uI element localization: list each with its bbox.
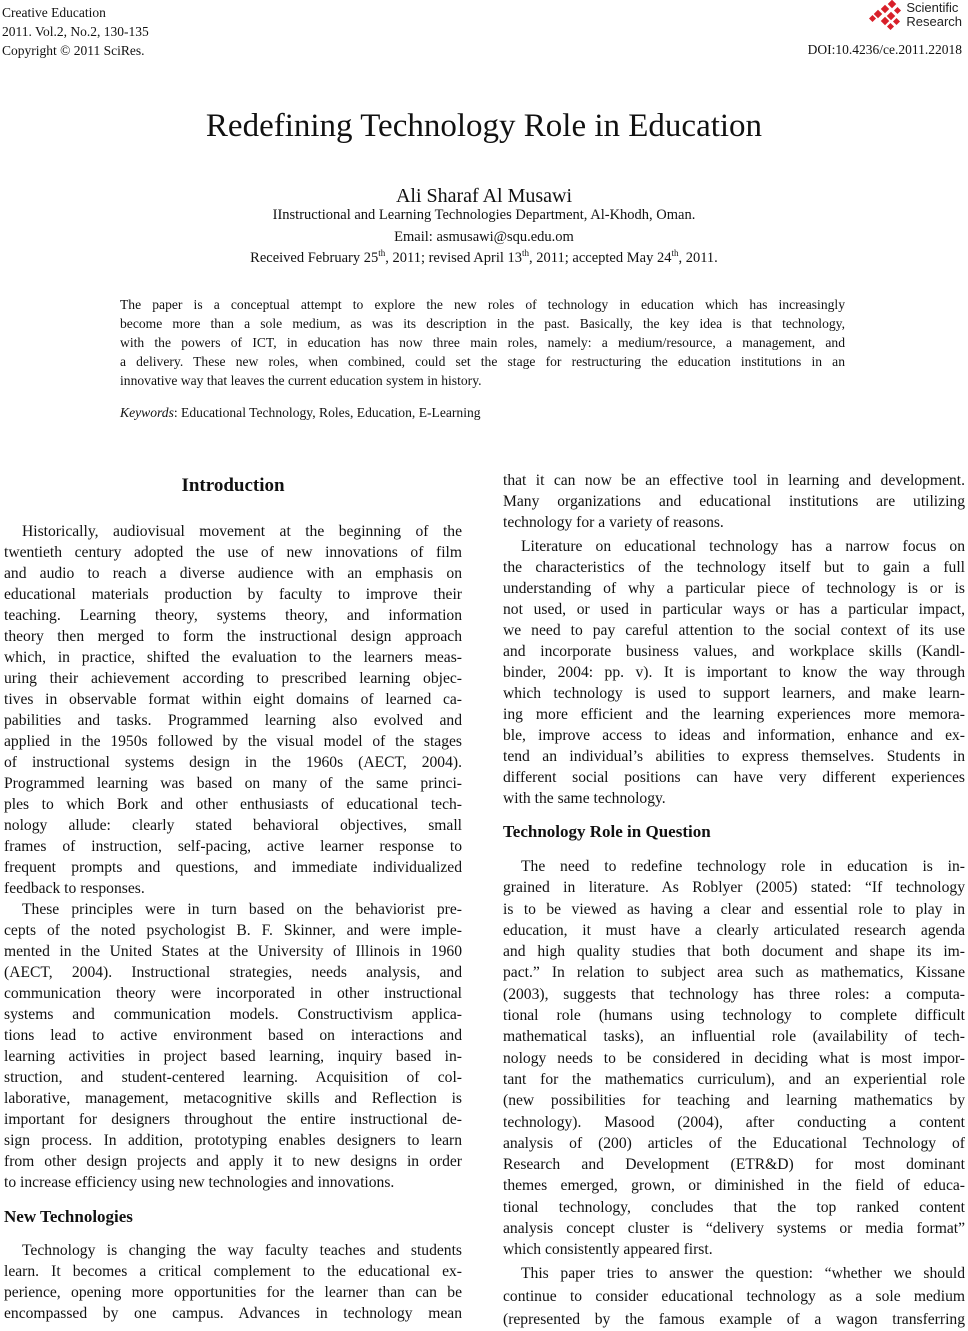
paragraph [4, 1240, 462, 1324]
text-line: applied in the 1950s followed by the visual model of the stages [4, 733, 462, 750]
logo-line-2: Research [906, 14, 962, 29]
text-line: The need to redefine technology role in education is in- [521, 858, 965, 875]
paragraph [503, 536, 965, 809]
text-line: from other design projects and apply it to new designs in order [4, 1153, 462, 1170]
diamond-logo-icon [869, 0, 903, 30]
text-line: Many organizations and educational institutions are utilizing [503, 493, 965, 510]
text-line: Programmed learning was based on many of the same princi- [4, 775, 462, 792]
text-line: perience, opening more opportunities for the learner than can be [4, 1284, 462, 1301]
text-line: to increase efficiency using new technologies and innovations. [4, 1174, 395, 1191]
text-line: technology for a variety of reasons. [503, 514, 724, 531]
text-line: which, in practice, shifted the evaluation to the learners meas- [4, 649, 462, 666]
text-line: analysis concept cluster is “delivery systems or media format” [503, 1220, 965, 1238]
text-line: which technology is used to support learners, and make learn- [503, 685, 965, 702]
text-line: we need to pay careful attention to the social context of its use [503, 622, 965, 639]
paragraph [503, 470, 965, 533]
text-line: sign process. In addition, prototyping enables designers to learn [4, 1132, 462, 1149]
text-line: (represented by the famous example of a wagon transferring [503, 1311, 965, 1328]
text-line: struction, and student-centered learning. Acquisition of col- [4, 1069, 462, 1086]
heading-introduction: Introduction [181, 475, 285, 496]
author: Ali Sharaf Al Musawi [395, 185, 573, 207]
text-line: technology). Masood (2004), after conducting a content [503, 1113, 965, 1131]
sup: th [671, 248, 679, 258]
text-line: with the powers of ICT, in education has now three main roles, namely: a medium/resource, a management, and [120, 335, 845, 350]
received-dates [0, 248, 968, 267]
accepted-text: , 2011; accepted May 24 [529, 249, 672, 266]
text-line: frequent prompts and questions, and immediate individualized [4, 859, 462, 876]
text-line: learn. It becomes a critical complement to the educational ex- [4, 1263, 462, 1280]
text-line: encompassed by one campus. Advances in technology mean [4, 1305, 462, 1322]
sup: th [378, 248, 386, 258]
text-line: pact.” In relation to subject area such as mathematics, Kissane [503, 964, 965, 982]
text-line: systems and communication models. Constructivism applica- [4, 1006, 462, 1023]
text-line: (new possibilities for teaching and learning mathematics by [503, 1092, 965, 1110]
text-line: uring their achievement according to prescribed learning objec- [4, 670, 462, 687]
text-line: cepts of the noted psychologist B. F. Skinner, and were imple- [4, 922, 462, 939]
email: Email: asmusawi@squ.edu.om [394, 229, 574, 245]
text-line: innovative way that leaves the current education system in history. [120, 373, 482, 388]
paragraph [4, 521, 462, 899]
text-line: tions lead to active environment based on interactions and [4, 1027, 462, 1044]
text-line: ing more efficient and the learning experiences more memora- [503, 706, 965, 723]
text-line: and audio to reach a diverse audience with an emphasis on [4, 565, 462, 582]
text-line: a delivery. These new roles, when combined, could set the stage for restructuring the education institutions in an [120, 354, 845, 369]
text-line: tend an individual’s abilities to express themselves. Students in [503, 748, 965, 765]
text-line: which consistently appeared first. [503, 1241, 713, 1259]
paragraph [503, 856, 965, 1261]
text-line: themes emerged, grown, or diminished in the field of educa- [503, 1177, 965, 1195]
text-line: teaching. Learning theory, systems theory, and information [4, 607, 462, 624]
text-line: education, it must have a clearly articulated research agenda [503, 921, 965, 939]
paragraph [503, 1262, 965, 1331]
text-line: understanding of why a particular piece of technology is or is [503, 580, 965, 597]
text-line: pabilities and tasks. Programmed learning also evolved and [4, 712, 462, 729]
text-line: analysis of (200) articles of the Educational Technology of [503, 1134, 965, 1152]
text-line: (2003), suggests that technology has three roles: a computa- [503, 985, 965, 1003]
text-line: tional technology, concludes that the top ranked content [503, 1198, 965, 1216]
paper-title: Redefining Technology Role in Education [205, 108, 763, 144]
text-line: different social positions can have very different experiences [503, 769, 965, 786]
received-text: Received February 25 [250, 249, 379, 266]
text-line: twentieth century adopted the use of new innovations of film [4, 544, 462, 561]
text-line: is to be viewed as having a clear and essential role to play in [503, 900, 965, 918]
text-line: nology needs to be considered in deciding what is most impor- [503, 1049, 965, 1067]
logo-line-1: Scientific [906, 0, 959, 15]
doi: DOI:10.4236/ce.2011.22018 [807, 42, 962, 57]
keywords-text: : Educational Technology, Roles, Education, E-Learning [173, 405, 481, 420]
text-line: Historically, audiovisual movement at the beginning of the [22, 523, 462, 540]
text-line: (AECT, 2004). Instructional strategies, needs analysis, and [4, 964, 462, 981]
year-text: , 2011. [678, 249, 718, 266]
keywords-label: Keywords [120, 405, 174, 420]
text-line: tives in observable format within eight domains of learned ca- [4, 691, 462, 708]
journal-name: Creative Education [2, 5, 106, 20]
text-line: Research and Development (ETR&D) for most dominant [503, 1156, 965, 1174]
text-line: learning activities in project based learning, inquiry based in- [4, 1048, 462, 1065]
keywords [120, 405, 481, 421]
text-line: Technology is changing the way faculty teaches and students [22, 1242, 462, 1259]
paragraph [4, 899, 462, 1193]
text-line: These principles were in turn based on the behaviorist pre- [22, 901, 462, 918]
text-line: ble, improve access to ideas and information, enhance and ex- [503, 727, 965, 744]
revised-text: , 2011; revised April 13 [385, 249, 523, 266]
copyright: Copyright © 2011 SciRes. [2, 43, 145, 58]
text-line: continue to consider educational technology as a sole medium [503, 1288, 965, 1305]
text-line: feedback to responses. [4, 880, 145, 897]
text-line: become more than a sole medium, as was its description in the past. Basically, the key idea is that technology, [120, 316, 845, 331]
text-line: frames of instruction, self-pacing, active learner response to [4, 838, 462, 855]
text-line: mathematical tasks), an influential role (availability of tech- [503, 1028, 965, 1046]
text-line: Literature on educational technology has a narrow focus on [521, 538, 965, 555]
text-line: tional role (humans using technology to complete difficult [503, 1007, 965, 1025]
heading-new-technologies: New Technologies [4, 1207, 133, 1226]
text-line: mented in the United States at the University of Illinois in 1960 [4, 943, 462, 960]
affiliation: IInstructional and Learning Technologies Department, Al-Khodh, Oman. [272, 207, 696, 223]
text-line: theory then merged to form the instructional design approach [4, 628, 462, 645]
text-line: laborative, management, metacognitive skills and Reflection is [4, 1090, 462, 1107]
text-line: communication theory were incorporated in other instructional [4, 985, 462, 1002]
text-line: This paper tries to answer the question: “whether we should [521, 1265, 965, 1282]
text-line: and incorporate business values, and workplace skills (Kandl- [503, 643, 965, 660]
text-line: binder, 2004: pp. v). It is important to know the way through [503, 664, 965, 681]
text-line: the characteristics of the technology itself but to gain a full [503, 559, 965, 576]
text-line: with the same technology. [503, 790, 666, 807]
abstract [120, 295, 845, 390]
heading-technology-role: Technology Role in Question [503, 822, 711, 841]
text-line: nology allude: clearly stated behavioral objectives, small [4, 817, 462, 834]
text-line: of instructional systems design in the 1960s (AECT, 2004). [4, 754, 462, 771]
text-line: that it can now be an effective tool in learning and development. [503, 472, 965, 489]
text-line: ples to which Bork and other enthusiasts of educational tech- [4, 796, 462, 813]
text-line: grained in literature. As Roblyer (2005) stated: “If technology [503, 879, 965, 897]
text-line: important for designers throughout the entire instructional de- [4, 1111, 462, 1128]
journal-volume: 2011. Vol.2, No.2, 130-135 [2, 24, 149, 39]
text-line: The paper is a conceptual attempt to explore the new roles of technology in education which has increasingly [120, 297, 845, 312]
publisher-logo [869, 0, 962, 30]
text-line: and high quality studies that both document and shape its im- [503, 943, 965, 961]
text-line: not used, or used in particular ways or has a particular impact, [503, 601, 965, 618]
sup: th [522, 248, 530, 258]
text-line: tant for the mathematics curriculum), and an experiential role [503, 1070, 965, 1088]
text-line: educational materials production by faculty to improve their [4, 586, 462, 603]
